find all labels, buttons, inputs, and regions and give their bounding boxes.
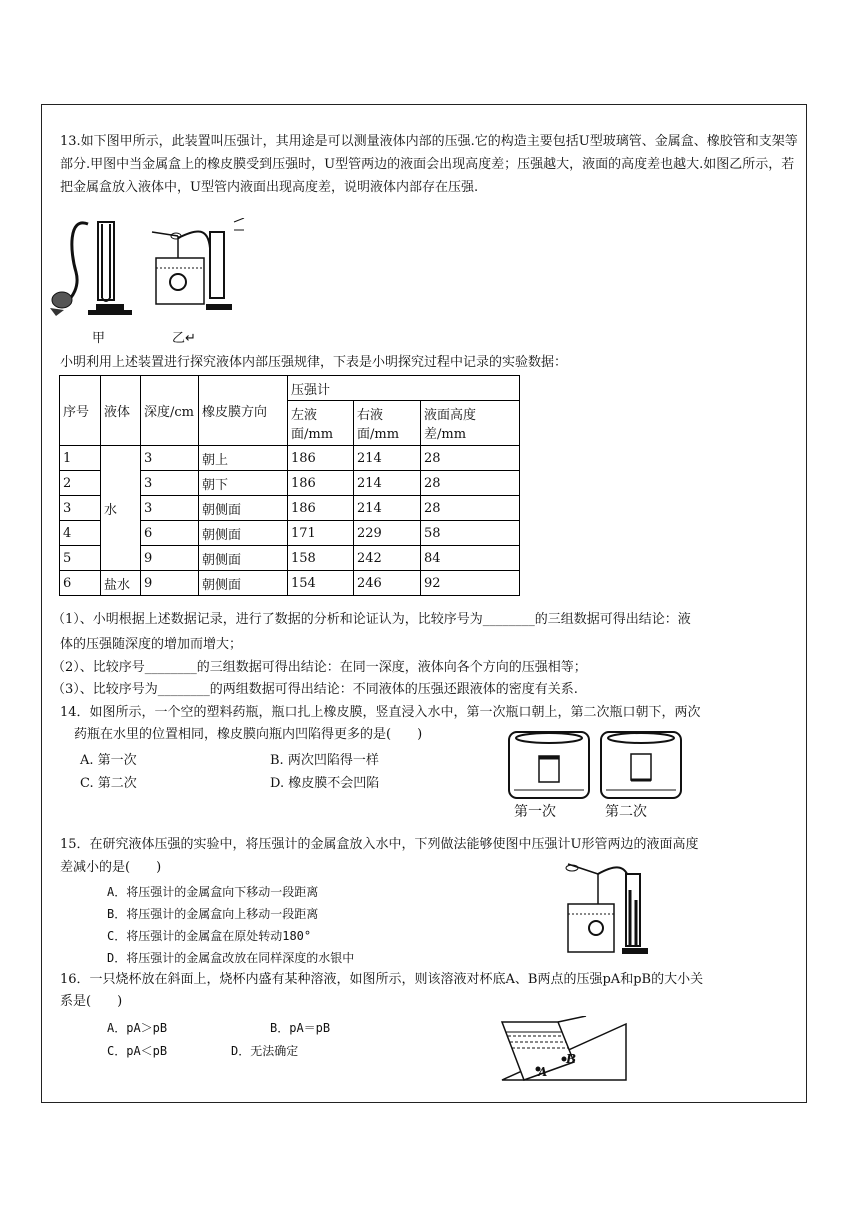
data-table <box>59 375 520 596</box>
cell-seq: 1 <box>60 446 101 471</box>
cell-liquid-water: 水 <box>101 446 141 571</box>
cell-left: 171 <box>288 521 354 546</box>
table-row <box>60 446 520 471</box>
q15-line2: 差减小的是( ) <box>60 860 162 875</box>
cell-depth: 9 <box>141 571 199 596</box>
q15-option-b: B．将压强计的金属盒向上移动一段距离 <box>107 907 319 921</box>
label-jia: 甲 <box>92 331 106 346</box>
bottle-figure <box>506 728 686 802</box>
cell-direction: 朝侧面 <box>199 571 288 596</box>
cell-right: 214 <box>354 496 421 521</box>
manometer-figure-jia <box>48 212 148 322</box>
q14-option-d: D. 橡皮膜不会凹陷 <box>270 776 380 791</box>
cell-right: 214 <box>354 446 421 471</box>
cell-direction: 朝上 <box>199 446 288 471</box>
incline-beaker-figure <box>498 1016 630 1084</box>
cell-right: 214 <box>354 471 421 496</box>
cell-seq: 2 <box>60 471 101 496</box>
cell-direction: 朝侧面 <box>199 546 288 571</box>
cell-seq: 5 <box>60 546 101 571</box>
caption-second: 第二次 <box>605 804 647 820</box>
q15-line1: 15．在研究液体压强的实验中，将压强计的金属盒放入水中，下列做法能够使图中压强计U形管两边的液面高度 <box>60 837 699 852</box>
cell-liquid-brine: 盐水 <box>101 571 141 596</box>
q13-sub1a: （1）、小明根据上述数据记录，进行了数据的分析和论证认为，比较序号为________的三组数据可得出结论：液 <box>52 612 691 627</box>
header-diff: 液面高度差/mm <box>421 401 520 446</box>
cell-right: 229 <box>354 521 421 546</box>
header-depth: 深度/cm <box>141 376 199 446</box>
point-a-label: A <box>538 1065 548 1079</box>
q14-option-b: B. 两次凹陷得一样 <box>270 753 379 768</box>
q16-line2: 系是( ) <box>60 994 123 1009</box>
cell-right: 246 <box>354 571 421 596</box>
q15-option-c: C．将压强计的金属盒在原处转动180° <box>107 929 312 943</box>
header-right: 右液面/mm <box>354 401 421 446</box>
cell-depth: 3 <box>141 496 199 521</box>
cell-depth: 3 <box>141 446 199 471</box>
q16-option-c: C．pA＜pB <box>107 1044 168 1058</box>
cell-depth: 3 <box>141 471 199 496</box>
q16-option-b: B．pA＝pB <box>270 1021 331 1035</box>
manometer-figure-q15 <box>564 860 664 960</box>
q13-sub1b: 体的压强随深度的增加而增大； <box>60 637 243 652</box>
q13-sub3: （3）、比较序号为________的两组数据可得出结论：不同液体的压强还跟液体的密度有关系. <box>52 682 578 697</box>
cell-seq: 6 <box>60 571 101 596</box>
cell-right: 242 <box>354 546 421 571</box>
cell-diff: 84 <box>421 546 520 571</box>
header-liquid: 液体 <box>101 376 141 446</box>
header-seq: 序号 <box>60 376 101 446</box>
caption-first: 第一次 <box>514 804 556 820</box>
q16-line1: 16．一只烧杯放在斜面上，烧杯内盛有某种溶液，如图所示，则该溶液对杯底A、B两点的压强pA和pB的大小关 <box>60 972 704 987</box>
manometer-figure-yi <box>148 218 248 318</box>
q15-option-a: A．将压强计的金属盒向下移动一段距离 <box>107 885 319 899</box>
table-row <box>60 571 520 596</box>
cell-left: 186 <box>288 496 354 521</box>
cell-left: 158 <box>288 546 354 571</box>
point-b-label: B <box>566 1052 577 1066</box>
q15-option-d: D．将压强计的金属盒改放在同样深度的水银中 <box>107 951 355 965</box>
cell-diff: 28 <box>421 446 520 471</box>
cell-direction: 朝侧面 <box>199 496 288 521</box>
cell-direction: 朝下 <box>199 471 288 496</box>
cell-left: 186 <box>288 471 354 496</box>
q16-option-d: D．无法确定 <box>231 1044 299 1058</box>
cell-seq: 3 <box>60 496 101 521</box>
cell-depth: 6 <box>141 521 199 546</box>
cell-left: 154 <box>288 571 354 596</box>
header-direction: 橡皮膜方向 <box>199 376 288 446</box>
q14-line1: 14．如图所示，一个空的塑料药瓶，瓶口扎上橡皮膜，竖直浸入水中，第一次瓶口朝上，第二次瓶口朝下，两次 <box>60 705 701 720</box>
cell-diff: 28 <box>421 471 520 496</box>
q14-option-a: A. 第一次 <box>80 753 137 768</box>
cell-diff: 28 <box>421 496 520 521</box>
cell-diff: 58 <box>421 521 520 546</box>
header-left: 左液面/mm <box>288 401 354 446</box>
header-gauge: 压强计 <box>288 376 520 401</box>
label-yi: 乙↵ <box>172 331 196 346</box>
q13-text: 13.如下图甲所示，此装置叫压强计，其用途是可以测量液体内部的压强.它的构造主要包括U型玻璃管、金属盒、橡胶管和支架等部分.甲图中当金属盒上的橡皮膜受到压强时，U型管两边的液面会出现高度差；压强越大，液面的高度差也越大.如图乙所示，若把金属盒放入液体中，U型管内液面出现高度差，说明液体内部存在压强. <box>60 134 798 195</box>
q14-option-c: C. 第二次 <box>80 776 137 791</box>
q16-option-a: A．pA＞pB <box>107 1021 168 1035</box>
cell-depth: 9 <box>141 546 199 571</box>
cell-diff: 92 <box>421 571 520 596</box>
q14-line2: 药瓶在水里的位置相同，橡皮膜向瓶内凹陷得更多的是( ) <box>74 727 423 742</box>
cell-seq: 4 <box>60 521 101 546</box>
q13-intro: 小明利用上述装置进行探究液体内部压强规律，下表是小明探究过程中记录的实验数据： <box>60 355 568 370</box>
cell-direction: 朝侧面 <box>199 521 288 546</box>
cell-left: 186 <box>288 446 354 471</box>
q13-sub2: （2）、比较序号________的三组数据可得出结论：在同一深度，液体向各个方向的压强相等； <box>52 660 587 675</box>
